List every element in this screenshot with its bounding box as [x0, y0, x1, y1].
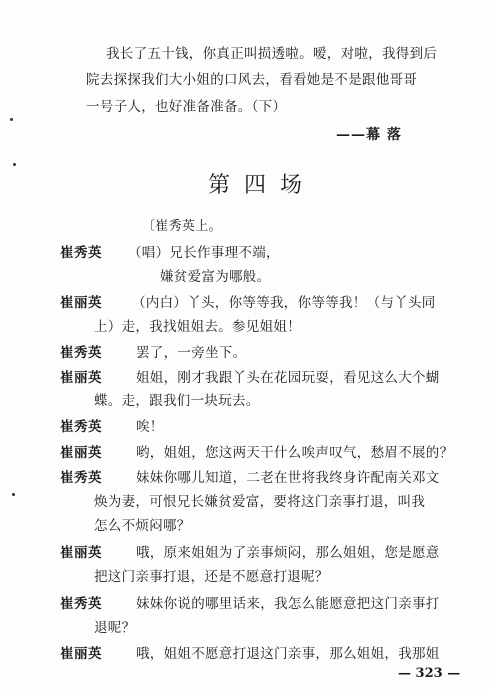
- speaker-name: 崔丽英: [60, 370, 102, 386]
- page-number: — 323 —: [398, 666, 461, 681]
- speech-line: 怎么不烦闷哪？: [94, 518, 191, 534]
- curtain-close: ——幕 落: [336, 127, 402, 143]
- speech-line: 哟，姐姐，您这两天干什么唉声叹气，愁眉不展的？: [136, 445, 454, 461]
- stage-direction: 〔崔秀英上。: [142, 219, 222, 234]
- speaker-name: 崔丽英: [60, 445, 102, 461]
- margin-speck: [10, 118, 13, 121]
- speech-line: 嫌贫爱富为哪般。: [160, 269, 271, 285]
- speech-line: （唱）兄长作事理不端，: [128, 245, 280, 261]
- speech-line: 把这门亲事打退，还是不愿意打退呢？: [94, 569, 329, 585]
- speech-line: 唉！: [136, 419, 164, 435]
- speaker-name: 崔秀英: [60, 596, 102, 612]
- intro-line-3: 一号子人，也好准备准备。（下）: [86, 99, 287, 115]
- speaker-name: 崔丽英: [60, 545, 102, 561]
- margin-speck: [13, 163, 16, 166]
- speaker-name: 崔丽英: [60, 295, 102, 311]
- speaker-name: 崔秀英: [60, 245, 102, 261]
- intro-line-1: 我长了五十钱，你真正叫损透啦。嗳，对啦，我得到后: [106, 46, 438, 62]
- speech-line: 退呢？: [94, 620, 136, 636]
- speech-line: 蝶。走，跟我们一块玩去。: [94, 393, 260, 409]
- speaker-name: 崔秀英: [60, 345, 102, 361]
- speech-line: 哦，姐姐不愿意打退这门亲事，那么姐姐，我那姐: [136, 646, 440, 662]
- speech-line: 焕为妻，可恨兄长嫌贫爱富，要将这门亲事打退，叫我: [94, 494, 426, 510]
- speech-line: 上）走，我找姐姐去。参见姐姐！: [94, 319, 301, 335]
- speech-line: 妹妹你哪儿知道，二老在世将我终身许配南关邓文: [136, 470, 440, 486]
- speaker-name: 崔秀英: [60, 419, 102, 435]
- speech-line: （内白）丫头，你等等我，你等等我！（与丫头同: [132, 295, 436, 311]
- speech-line: 哦，原来姐姐为了亲事烦闷，那么姐姐，您是愿意: [136, 545, 440, 561]
- speaker-name: 崔秀英: [60, 470, 102, 486]
- speech-line: 妹妹你说的哪里话来，我怎么能愿意把这门亲事打: [136, 596, 440, 612]
- speaker-name: 崔丽英: [60, 646, 102, 662]
- speech-line: 姐姐，刚才我跟丫头在花园玩耍，看见这么大个蝴: [136, 370, 440, 386]
- intro-line-2: 院去探探我们大小姐的口风去，看看她是不是跟他哥哥: [86, 72, 418, 88]
- speech-line: 罢了，一旁坐下。: [136, 345, 247, 361]
- margin-speck: [12, 493, 15, 496]
- scene-title: 第四场: [208, 173, 317, 198]
